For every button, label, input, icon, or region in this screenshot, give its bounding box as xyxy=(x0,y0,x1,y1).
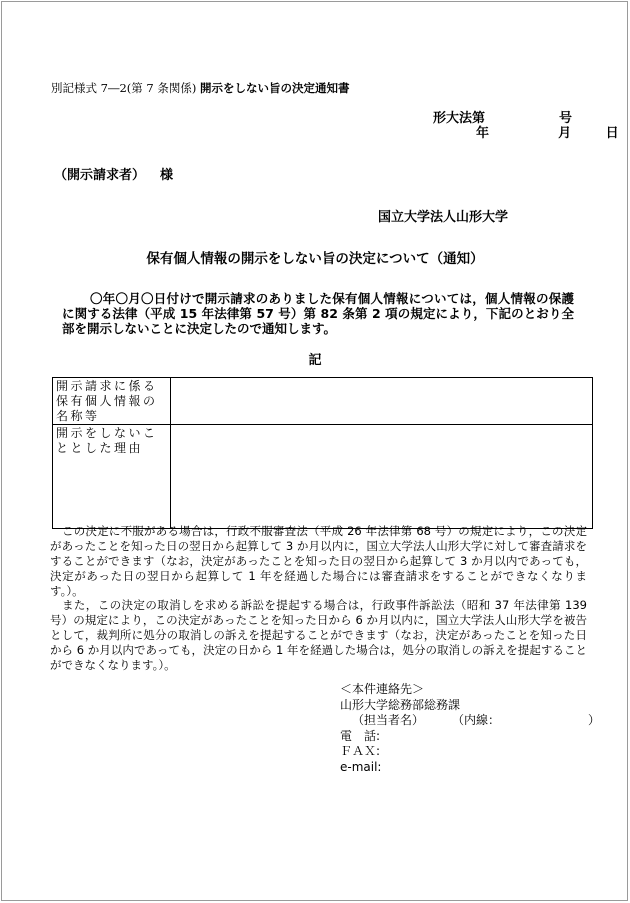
contact-department: 山形大学総務部総務課 xyxy=(340,697,461,712)
document-number-prefix: 形大法第 xyxy=(433,111,486,126)
contact-phone-label: 電 話: xyxy=(340,728,381,743)
table-row xyxy=(53,425,593,529)
row1-value xyxy=(171,378,593,425)
contact-extension-close: ） xyxy=(588,713,601,727)
contact-email-label: e-mail: xyxy=(340,759,382,774)
document-number-suffix: 号 xyxy=(559,111,573,126)
row1-label: 開示請求に係る保有個人情報の名称等 xyxy=(53,378,171,425)
contact-heading: ＜本件連絡先＞ xyxy=(340,682,425,696)
lawsuit-note: また，この決定の取消しを求める訴訟を提起する場合は，行政事件訴訟法（昭和 37 年法律第 139 号）の規定により，この決定があったことを知った日から 6 か月以内に，国立大学法人山形大学を被告として，裁判所に処分の取消しの訴えを提起することができます（なお，決定があったことを知った日から 6 か月以内であっても，決定の日から 1 年を経過した場合は，処分の取消しの訴えを提起することができなくなります。）。 xyxy=(50,598,587,672)
addressee-name: （開示請求者） xyxy=(54,168,146,183)
contact-fax-label: ＦＡＸ: xyxy=(340,744,381,758)
contact-email xyxy=(340,760,600,776)
form-title: 開示をしない旨の決定通知書 xyxy=(200,81,350,95)
contact-fax xyxy=(340,744,600,760)
date-year: 年 xyxy=(476,126,490,141)
contact-extension-label: （内線： xyxy=(452,713,501,727)
addressee-honorific: 様 xyxy=(160,168,174,183)
document-date xyxy=(476,122,619,141)
date-day: 日 xyxy=(605,126,619,141)
form-label xyxy=(51,80,350,96)
row2-label: 開示をしないこととした理由 xyxy=(53,425,171,529)
contact-person-label: （担当者名） xyxy=(352,713,425,727)
row2-value xyxy=(171,425,593,529)
appeal-note: この決定に不服がある場合は，行政不服審査法（平成 26 年法律第 68 号）の規定により，この決定があったことを知った日の翌日から起算して 3 か月以内に，国立大学法人山形大学に対して審査請求をすることができます（なお，決定があったことを知った日の翌日から起算して 3 か月以内であっても，決定があった日の翌日から起算して 1 年を経過した場合には審査請求をすることができなくなります。）。 xyxy=(50,524,587,598)
issuer-name: 国立大学法人山形大学 xyxy=(378,210,509,225)
document-title: 保有個人情報の開示をしない旨の決定について（通知） xyxy=(146,251,484,267)
contact-phone xyxy=(340,729,600,745)
contact-block xyxy=(340,682,600,775)
body-paragraph: 〇年〇月〇日付けで開示請求のありました保有個人情報については，個人情報の保護に関する法律（平成 15 年法律第 57 号）第 82 条第 2 項の規定により，下記のとおり全部を開示しないことに決定したので通知します。 xyxy=(62,291,574,336)
date-month: 月 xyxy=(558,126,572,141)
table-row xyxy=(53,378,593,425)
ki-heading: 記 xyxy=(308,353,322,368)
contact-person-line xyxy=(340,713,600,729)
form-number: 別記様式 7―2(第 7 条関係) xyxy=(51,81,197,95)
info-table xyxy=(52,377,593,529)
